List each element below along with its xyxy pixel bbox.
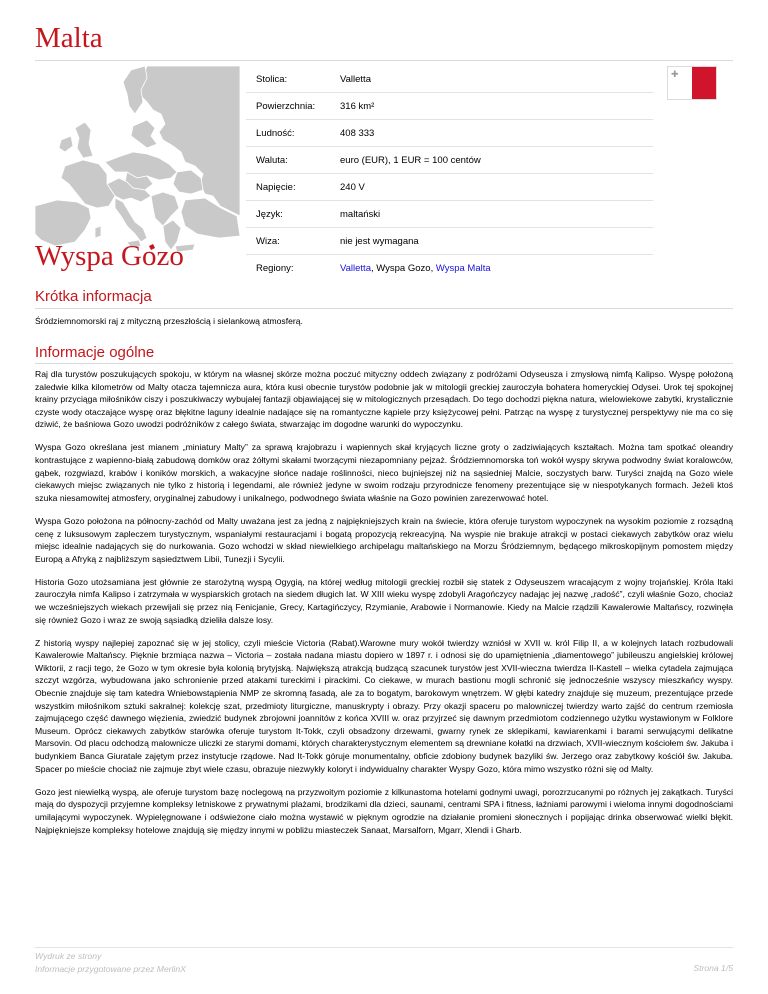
info-label: Wiza: <box>256 235 280 247</box>
info-value: 408 333 <box>340 127 375 139</box>
footer-line-print: Wydruk ze strony <box>35 951 102 961</box>
paragraph: Historia Gozo utożsamiana jest głównie ze starożytną wyspą Ogygią, na której według mitologii greckiej rozbił się statek z Odyseuszem wracającym z wojny trojańskiej. Króla Itaki zauroczyła nimfa Kalipso i zatrzymała w wyspiarskich grotach na siedem długich lat. W XIII wieku wyspę zdobyli Aragończycy nadając jej nazwę „radość”, czyli właśnie Gozo, chociaż we wcześniejszych wiekach przewijali się przez nią Fenicjanie, Grecy, Kartagińczycy, Rzymianie, Arabowie i Normanowie. Kiedy na Malcie rządzili Kawalerowie Maltańscy, rozwinęła się również Gozo i wraz ze swoją sąsiadką dzieliła dalsze losy. <box>35 576 733 625</box>
general-info-body <box>35 368 733 847</box>
footer-source <box>35 950 186 975</box>
info-value: nie jest wymagana <box>340 235 419 247</box>
region-link-wyspa-malta[interactable]: Wyspa Malta <box>435 262 491 274</box>
info-row-visa <box>246 228 653 255</box>
info-label: Stolica: <box>256 73 288 85</box>
flag-red-half <box>692 67 716 99</box>
title-divider <box>35 60 733 61</box>
info-label: Waluta: <box>256 154 288 166</box>
europe-map <box>35 66 240 266</box>
short-info-heading: Krótka informacja <box>35 288 152 305</box>
info-row-currency <box>246 147 653 174</box>
malta-flag <box>667 66 717 100</box>
footer-line-provider: Informacje przygotowane przez MerlinX <box>35 963 186 974</box>
info-label: Ludność: <box>256 127 295 139</box>
region-separator: , <box>370 262 377 274</box>
paragraph: Raj dla turystów poszukujących spokoju, w którym na własnej skórze można poczuć mityczny oddech związany z podróżami Odyseusza i zmysłową nimfą Kalipso. Wyspę położoną zaledwie kilka kilometrów od Malty otacza tajemnicza aura, która kusi obecnie turystów podobnie jak w mitologii greckiej zauroczyła bohatera homeryckiej Odysei. Urok tej spokojnej krainy przyciąga miłośników ciszy i poszukiwaczy wybujałej fantazji objawiającej się w mitologicznych przesądach. Do tego dochodzi piękna natura, wielowiekowe zabytki, krystalicznie czyste wody otaczające wyspę oraz błękitne laguny idealnie nadające się na romantyczne kąpiele przy księżycowej pełni. Patrząc na wyspę z turystycznej perspektywy nie ma co się dziwić, że baśniowa Gozo uwodzi podróżników z całego świata, stwarzając im dogodne warunki do wypoczynku. <box>35 369 733 430</box>
info-row-language <box>246 201 653 228</box>
info-value-regions <box>340 263 653 274</box>
region-current-gozo: Wyspa Gozo <box>376 262 431 274</box>
info-value: 316 km² <box>340 100 375 112</box>
info-label: Napięcie: <box>256 181 296 193</box>
george-cross-icon: ✚ <box>671 69 679 79</box>
info-row-regions <box>246 255 653 281</box>
country-title: Malta <box>35 22 103 54</box>
info-row-population <box>246 120 653 147</box>
info-row-capital <box>246 66 653 93</box>
region-title: Wyspa Gozo <box>35 240 184 272</box>
info-value: Valletta <box>340 73 371 85</box>
region-separator: , <box>430 262 436 274</box>
paragraph: Wyspa Gozo określana jest mianem „miniatury Malty” za sprawą krajobrazu i wapiennych skał kryjących liczne groty o zadziwiających kształtach. Można tam spotkać oleandry kontrastujące z wapienno-białą zabudową domków oraz żółtymi skałami tworzącymi niezapomniany pejzaż. Śródziemnomorska toń wokół wyspy skrywa podwodny świat koralowców, gąbek, rozgwiazd, krabów i koników morskich, a wakacyjne słońce nadaje roślinności, nieco bujniejszej niż na sąsiedniej Malcie, soczystych barw. Turyści znajdą na Gozo wiele ciekawych miejsc związanych nie tylko z historią i legendami, ale również jedyne w swoim rodzaju przyrodnicze fenomeny prezentujące się w niespotykanych formach. Jeżeli ktoś szuka niesamowitej atmosfery, oryginalnej zabudowy i unikalnego, podwodnego świata właśnie na Gozo powinien zarezerwować hotel. <box>35 442 733 503</box>
footer-divider <box>35 947 733 948</box>
flag-white-half <box>668 67 692 99</box>
info-label: Język: <box>256 208 283 220</box>
paragraph: Wyspa Gozo położona na północny-zachód od Malty uważana jest za jedną z najpiękniejszych krain na świecie, która oferuje turystom wypoczynek na wysokim poziomie z rozsądną cenę z luksusowym zapleczem turystycznym, wspaniałymi restauracjami i bogatą propozycją rekreacyjną. Na wyspie nie brakuje atrakcji w postaci ciekawych zabytków oraz wielu miejsc idealnie nadających się do nurkowania. Gozo wchodzi w skład niewielkiego archipelagu maltańskiego na Morzu Śródziemnym, będącego mikroskopijnym pomostem między Europą a Afryką z najbliższym sąsiedztwem Libii, Tunezji i Sycylii. <box>35 515 733 564</box>
general-info-divider <box>35 363 733 364</box>
info-table <box>246 66 653 281</box>
short-info-text: Śródziemnomorski raj z mityczną przeszłością i sielankową atmosferą. <box>35 316 303 326</box>
info-row-voltage <box>246 174 653 201</box>
info-label: Regiony: <box>256 262 294 274</box>
general-info-heading: Informacje ogólne <box>35 344 155 361</box>
region-link-valletta[interactable]: Valletta <box>340 262 371 274</box>
info-label: Powierzchnia: <box>256 100 316 112</box>
paragraph: Z historią wyspy najlepiej zapoznać się w jej stolicy, czyli mieście Victoria (Rabat).Warowne mury wokół twierdzy wzniósł w XVII w. król Filip II, a w kolejnych latach rozbudowali Kawalerowie Maltańscy. Pięknie brzmiąca nazwa – Victoria – została nadana miastu dopiero w 1897 r. i odnosi się do upamiętnienia „diamentowego” jubileuszu angielskiej królowej Wiktorii, z racji tego, że Gozo w tym okresie była kolonią brytyjską. Największą atrakcją budzącą szacunek turystów jest XVII-wieczna twierdza Il-Kastell – wielka cytadela zajmująca szczyt wzgórza, wybudowana jako schronienie przed atakami tureckimi i pirackimi. Co ciekawe, w murach bastionu mogli schronić się jednocześnie wszyscy mieszkańcy wyspy. Obecnie znajduje się tam katedra Wniebowstąpienia NMP ze skromną fasadą, ale za to bogatym, barokowym wnętrzem. W głębi katedry znajduje się muzeum, prezentujące przede wszystkim miłośnikom sztuki sakralnej: kolekcję szat, przedmioty liturgiczne, manuskrypty i obrazy. Przy okazji spaceru po malowniczej twierdzy warto zajść do centrum rzemiosła zajmującego część dawnego więzienia, zwiedzić budynek zbrojowni joannitów z końca XVIII w. oraz przyjrzeć się dawnym przedmiotom codziennego użytku wystawionym w Folklore Museum. Oprócz ciekawych zabytków starówka oferuje turystom It-Tokk, czyli obsadzony drzewami, gwarny rynek ze sklepikami, kawiarenkami i barami serwującymi delikatne Marsovin. Od placu odchodzą malownicze uliczki ze starymi domami, których charakterystycznym elementem są drewniane kołatki na drzwiach, XVII-wiecznym kościołem św. Jakuba i budynkiem Banca Giuratale zajętym przez instytucje rządowe. Nad It-Tokk góruje monumentalny, obficie zdobiony budynek bazyliki św. Jerzego oraz zabytkowy kościół św. Jakuba. Spacer po mieście chociaż nie zajmuje zbyt wiele czasu, obrazuje niezwykły koloryt i indywidualny charakter Wyspy Gozo, która mimo wszystko różni się od Malty. <box>35 637 733 774</box>
page-number: Strona 1/5 <box>693 963 733 973</box>
info-row-area <box>246 93 653 120</box>
short-info-divider <box>35 308 733 309</box>
info-value: 240 V <box>340 181 365 193</box>
info-value: maltański <box>340 208 381 220</box>
paragraph: Gozo jest niewielką wyspą, ale oferuje turystom bazę noclegową na przyzwoitym poziomie z kilkunastoma hotelami godnymi uwagi, porozrzucanymi po różnych jej zakątkach. Turyści mają do dyspozycji przyjemne kompleksy letniskowe z prywatnymi plażami, brodzikami dla dzieci, saunami, centrami SPA i fitness, łaźniami parowymi i wieloma innymi dogodnościami umilającymi wypoczynek. Wypielęgnowane i odświeżone ciało można wystawić w pięknym ogrodzie na działanie promieni słonecznych i popijając drinka obserwować wielki błękit. Najpiękniejsze kompleksy hotelowe znajdują się między innymi w pobliżu miasteczek Sanaat, Marsalforn, Mgarr, Xlendi i Gharb. <box>35 786 733 835</box>
info-value: euro (EUR), 1 EUR = 100 centów <box>340 154 481 166</box>
